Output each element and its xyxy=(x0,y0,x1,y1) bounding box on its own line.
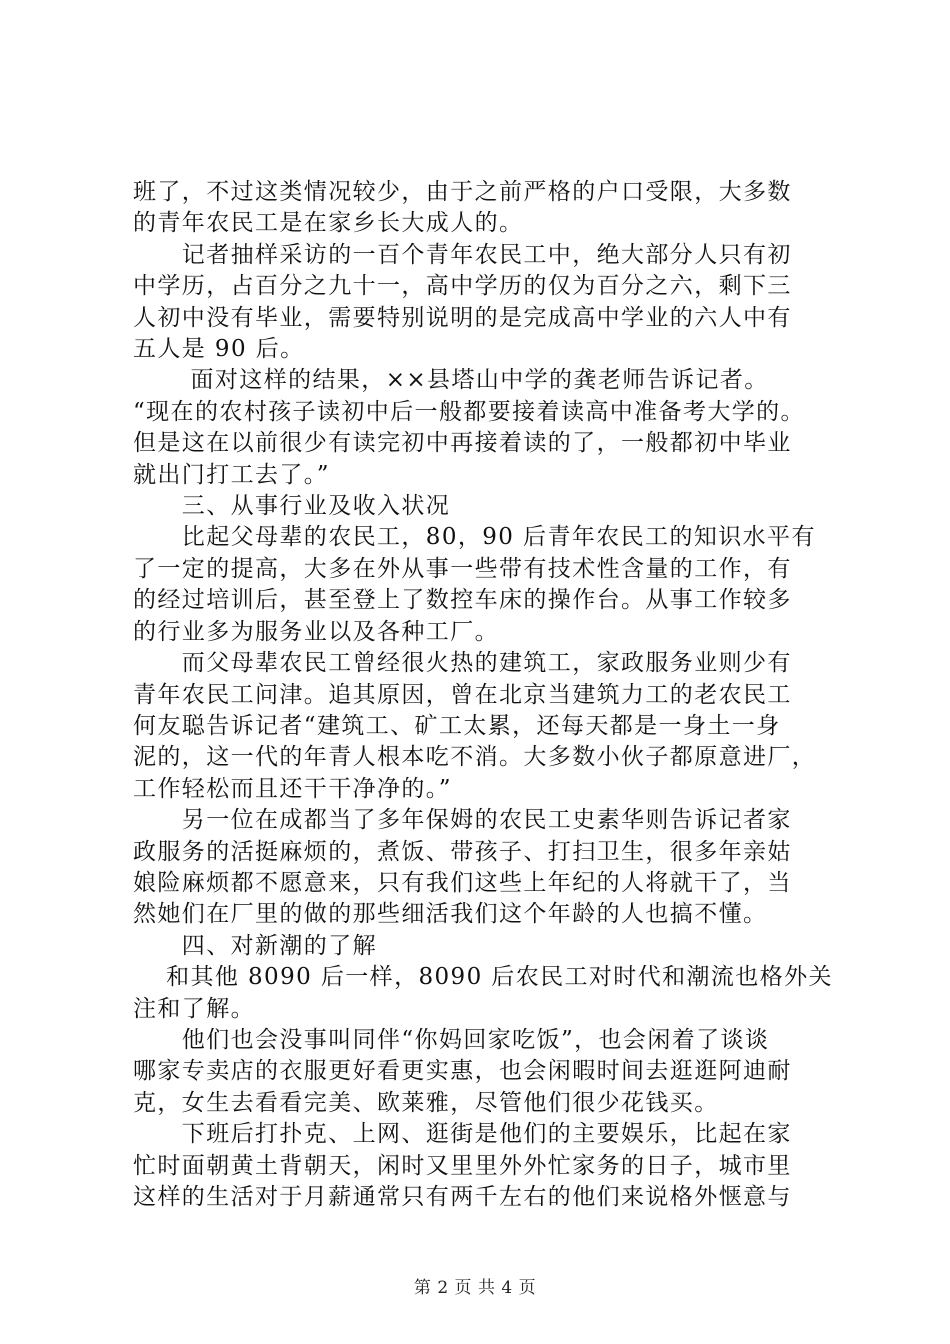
text-line: 五人是 90 后。 xyxy=(133,336,305,363)
text-line: 的行业多为服务业以及各种工厂。 xyxy=(133,618,499,645)
text-line: 工作轻松而且还干干净净的。” xyxy=(133,775,452,802)
text-line: 了一定的提高，大多在外从事一些带有技术性含量的工作，有 xyxy=(133,555,792,582)
text-line: 青年农民工问津。追其原因，曾在北京当建筑力工的老农民工 xyxy=(133,681,792,708)
section-heading: 四、对新潮的了解 xyxy=(133,932,377,959)
text-line: 比起父母辈的农民工，80，90 后青年农民工的知识水平有 xyxy=(133,524,816,551)
text-line: 哪家专卖店的衣服更好看更实惠，也会闲暇时间去逛逛阿迪耐 xyxy=(133,1058,792,1085)
section-heading: 三、从事行业及收入状况 xyxy=(133,493,451,520)
page-number-footer: 第 2 页 共 4 页 xyxy=(413,1278,537,1298)
text-line: 记者抽样采访的一百个青年农民工中，绝大部分人只有初 xyxy=(133,241,792,268)
text-line: 而父母辈农民工曾经很火热的建筑工，家政服务业则少有 xyxy=(133,650,792,677)
text-line: 注和了解。 xyxy=(133,995,255,1022)
text-line: 的青年农民工是在家乡长大成人的。 xyxy=(133,210,524,237)
text-line: 和其他 8090 后一样，8090 后农民工对时代和潮流也格外关 xyxy=(133,964,833,991)
text-line: 但是这在以前很少有读完初中再接着读的了，一般都初中毕业 xyxy=(133,430,792,457)
text-line: 中学历，占百分之九十一，高中学历的仅为百分之六，剩下三 xyxy=(133,273,792,300)
text-line: 下班后打扑克、上网、逛街是他们的主要娱乐，比起在家 xyxy=(133,1121,792,1148)
text-line: 克，女生去看看完美、欧莱雅，尽管他们很少花钱买。 xyxy=(133,1089,719,1116)
text-line: 班了，不过这类情况较少，由于之前严格的户口受限，大多数 xyxy=(133,179,792,205)
text-line: “现在的农村孩子读初中后一般都要接着读高中准备考大学的。 xyxy=(133,398,805,425)
text-line: 的经过培训后，甚至登上了数控车床的操作台。从事工作较多 xyxy=(133,587,792,614)
text-line: 另一位在成都当了多年保姆的农民工史素华则告诉记者家 xyxy=(133,807,792,834)
text-line: 泥的，这一代的年青人根本吃不消。大多数小伙子都原意进厂， xyxy=(133,744,817,771)
text-line: 何友聪告诉记者“建筑工、矿工太累，还每天都是一身土一身 xyxy=(133,712,781,739)
text-line: 这样的生活对于月薪通常只有两千左右的他们来说格外惬意与 xyxy=(133,1184,792,1210)
text-line: 面对这样的结果，××县塔山中学的龚老师告诉记者。 xyxy=(133,367,769,394)
text-line: 政服务的活挺麻烦的，煮饭、带孩子、打扫卫生，很多年亲姑 xyxy=(133,838,792,865)
text-line: 然她们在厂里的做的那些细活我们这个年龄的人也搞不懂。 xyxy=(133,901,768,928)
text-line: 人初中没有毕业，需要特别说明的是完成高中学业的六人中有 xyxy=(133,304,792,331)
document-body xyxy=(133,177,833,1213)
text-line: 就出门打工去了。” xyxy=(133,461,330,488)
text-line: 娘险麻烦都不愿意来，只有我们这些上年纪的人将就干了，当 xyxy=(133,869,792,896)
text-line: 他们也会没事叫同伴“你妈回家吃饭”，也会闲着了谈谈 xyxy=(133,1026,770,1053)
text-line: 忙时面朝黄土背朝天，闲时又里里外外忙家务的日子，城市里 xyxy=(133,1152,792,1179)
